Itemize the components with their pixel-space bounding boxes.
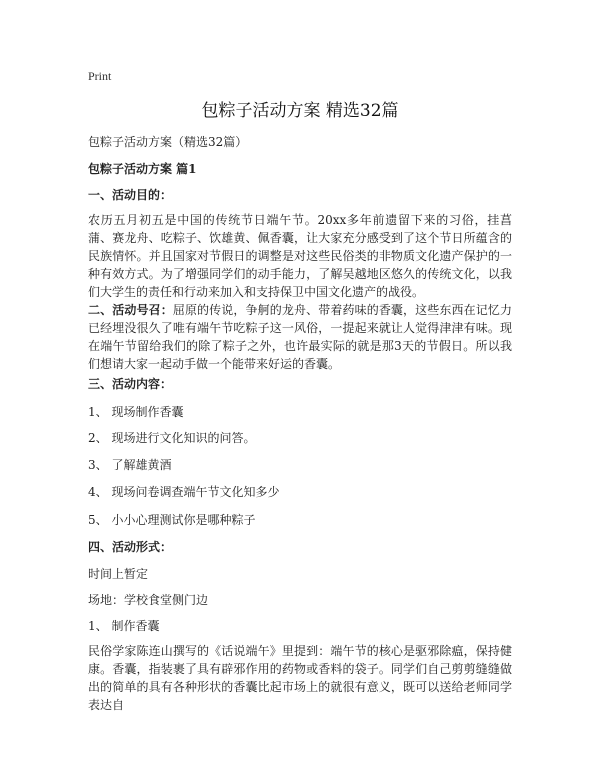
place-text: 场地：学校食堂侧门边 xyxy=(88,593,209,607)
list-item: 2、 现场进行文化知识的问答。 xyxy=(88,431,256,445)
time-text: 时间上暂定 xyxy=(88,567,149,581)
list-item: 1、 现场制作香囊 xyxy=(88,405,184,419)
paragraph-purpose: 农历五月初五是中国的传统节日端午节。20xx多年前遗留下来的习俗，挂菖蒲、赛龙舟、吃粽子、饮雄黄、佩香囊，让大家充分感受到了这个节日所蕴含的民族情怀。并且国家对节假日的调整是对这些民俗类的非物质文化遗产保护的一种有效方式。为了增强同学们的动手能力，了解吴越地区悠久的传统文化，以我们大学生的责任和行动来加入和支持保卫中国文化遗产的战役。 xyxy=(88,213,512,299)
appeal-text: 屈原的传说，争舸的龙舟、带着药味的香囊，这些东西在记忆力已经埋没很久了唯有端午节吃粽子这一风俗，一提起来就让人觉得津津有味。现在端午节留给我们的除了粽子之外，也许最实际的就是那3天的节假日。所以我们想请大家一起动手做一个能带来好运的香囊。 xyxy=(88,303,512,371)
section-title: 包粽子活动方案 篇1 xyxy=(88,162,197,176)
paragraph-sachet: 民俗学家陈连山撰写的《话说端午》里提到：端午节的核心是驱邪除瘟，保持健康。香囊，指装裹了具有辟邪作用的药物或香料的袋子。同学们自己剪剪缝缝做出的简单的具有各种形状的香囊比起市场上的就很有意义，既可以送给老师同学表达自 xyxy=(88,644,512,712)
heading-content: 三、活动内容： xyxy=(88,377,173,391)
list-item: 3、 了解雄黄酒 xyxy=(88,458,172,472)
sub-item-sachet: 1、 制作香囊 xyxy=(88,619,160,633)
print-label[interactable]: Print xyxy=(88,69,112,83)
list-item: 5、 小小心理测试你是哪种粽子 xyxy=(88,513,256,527)
page-title: 包粽子活动方案 精选32篇 xyxy=(201,101,399,121)
paragraph-appeal xyxy=(88,301,512,373)
heading-format: 四、活动形式： xyxy=(88,540,173,554)
list-item: 4、 现场问卷调查端午节文化知多少 xyxy=(88,485,280,499)
heading-purpose: 一、活动目的： xyxy=(88,188,173,202)
subtitle: 包粽子活动方案（精选32篇） xyxy=(88,135,248,149)
heading-appeal: 二、活动号召： xyxy=(88,303,173,317)
